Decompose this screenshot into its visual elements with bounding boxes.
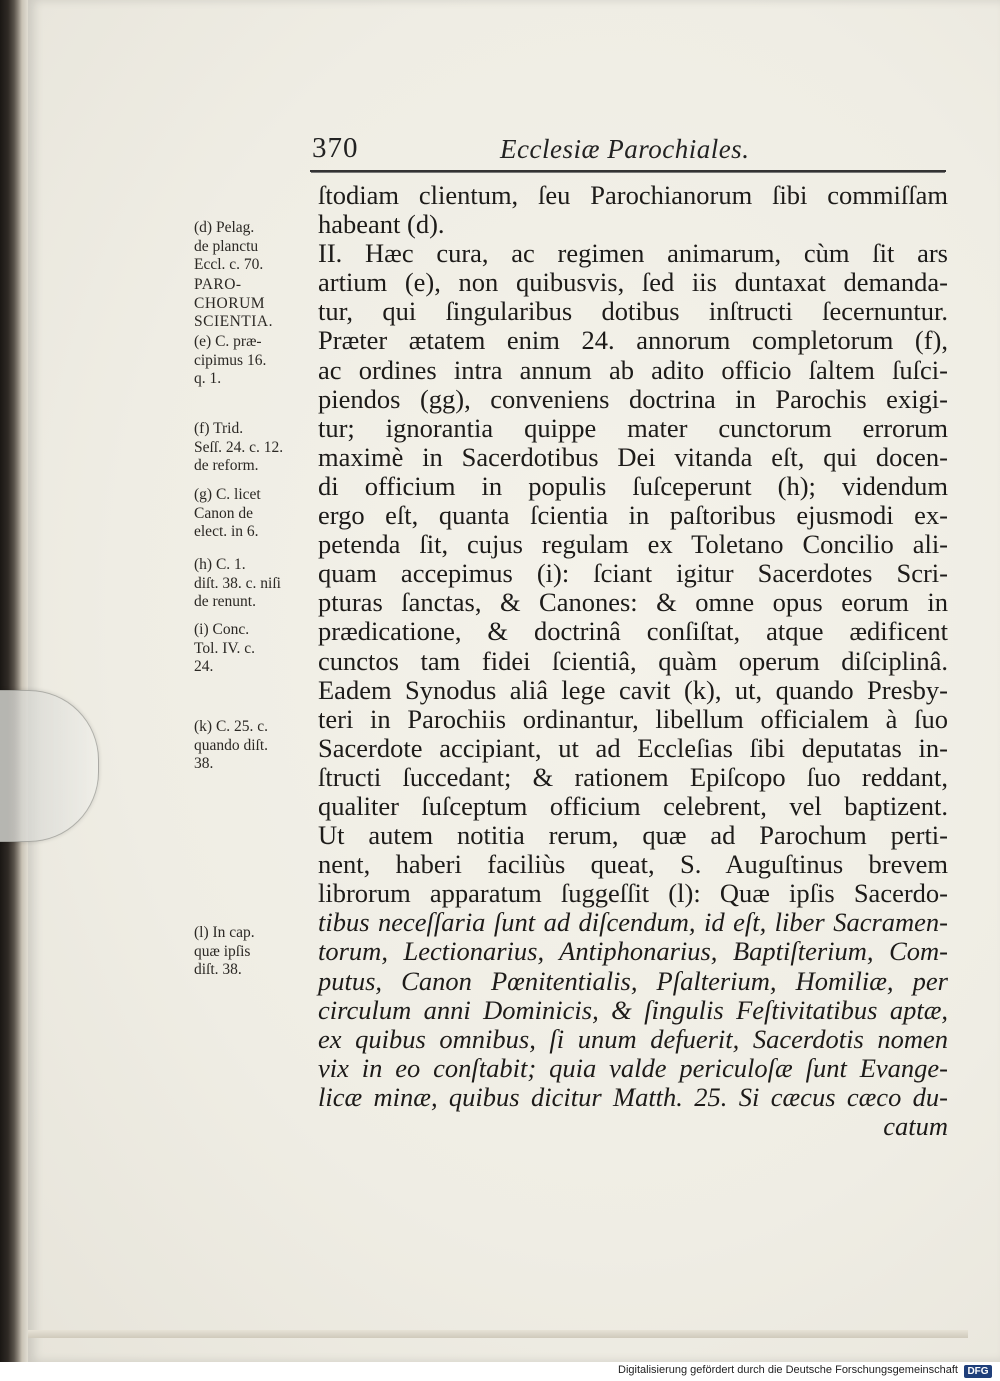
margin-note-line: (h) C. 1. (194, 556, 246, 573)
margin-note-line: (d) Pelag. (194, 219, 255, 236)
margin-note-line: (f) Trid. (194, 420, 244, 437)
text-line: II. Hæc cura, ac regimen animarum, cùm ſit ars (318, 238, 948, 269)
margin-note-line: de renunt. (194, 593, 256, 610)
text-line: Ut autem notitia rerum, quæ ad Parochum perti- (318, 820, 948, 851)
text-line: catum (883, 1111, 948, 1141)
margin-note-line: Seſſ. 24. c. 12. (194, 438, 284, 456)
margin-note-line: 38. (194, 755, 214, 772)
margin-note-line: diſt. 38. (194, 961, 242, 978)
funding-credit: Digitalisierung gefördert durch die Deutsche Forschungsgemeinschaft (618, 1364, 958, 1376)
margin-heading (194, 276, 273, 332)
margin-note (194, 219, 263, 275)
text-line: maximè in Sacerdotibus Dei vitanda eſt, qui docen- (318, 441, 948, 472)
page-edge (28, 1330, 968, 1338)
margin-note (194, 420, 283, 476)
margin-note-line: (l) In cap. (194, 924, 255, 941)
text-line: vix in eo conſtabit; quia valde periculoſæ ſunt Evange- (318, 1052, 948, 1083)
text-line: habeant (d). (318, 209, 445, 240)
text-line: tur; ignorantia quippe mater cunctorum errorum (318, 412, 948, 443)
text-line: Eadem Synodus aliâ lege cavit (k), ut, quando Presby- (318, 674, 948, 705)
margin-note-line: (k) C. 25. c. (194, 718, 269, 735)
margin-note-line: (i) Conc. (194, 621, 250, 638)
text-line: ex quibus omnibus, ſi unum defuerit, Sacerdotis nomen (318, 1023, 948, 1054)
text-line: cunctos tam fidei ſcientiâ, quàm operum diſciplinâ. (318, 645, 948, 676)
text-line: ſtructi ſuccedant; & rationem Epiſcopo ſuo reddant, (318, 761, 948, 792)
margin-note (194, 486, 261, 542)
text-line: pturas ſanctas, & Canones: & omne opus eorum in (318, 587, 948, 618)
footer-bar (0, 1362, 1000, 1381)
margin-note (194, 718, 268, 774)
margin-note-line: 24. (194, 658, 214, 675)
text-line: torum, Lectionarius, Antiphonarius, Baptiſterium, Com- (318, 936, 948, 967)
margin-note-line: CHORUM (194, 294, 266, 312)
margin-note-line: Eccl. c. 70. (194, 256, 264, 273)
text-line: ergo eſt, quanta ſcientia in paſtoribus ejusmodi ex- (318, 500, 948, 531)
margin-note-line: elect. in 6. (194, 523, 259, 540)
margin-note-line: (g) C. licet (194, 486, 261, 503)
margin-note (194, 924, 255, 980)
text-line: tur, qui ſingularibus dotibus inſtructi ſecernuntur. (318, 296, 948, 327)
margin-note (194, 333, 266, 389)
margin-note-line: PARO- (194, 276, 242, 293)
text-line: nent, haberi faciliùs queat, S. Auguſtinus brevem (318, 849, 948, 880)
page-header (310, 132, 946, 172)
text-line: di officium in populis ſuſceperunt (h); videndum (318, 470, 948, 501)
text-line: librorum apparatum ſuggeſſit (l): Quæ ipſis Sacerdo- (318, 878, 948, 909)
margin-note-line: quando diſt. (194, 736, 269, 754)
text-line: circulum anni Dominicis, & ſingulis Feſtivitatibus aptæ, (318, 994, 948, 1025)
text-line: qualiter ſuſceptum officium celebrent, vel baptizent. (318, 790, 948, 821)
text-line: ac ordines intra annum ab adito officio ſaltem ſuſci- (318, 354, 948, 385)
main-text-column (318, 181, 948, 1141)
margin-note-line: (e) C. præ- (194, 333, 262, 350)
page-number: 370 (312, 132, 359, 164)
text-line: Sacerdote accipiant, ut ad Eccleſias ſibi deputatas in- (318, 732, 948, 763)
dfg-logo: DFG (964, 1365, 992, 1378)
text-line: petenda ſit, cujus regulam ex Toletano Concilio ali- (318, 529, 948, 560)
margin-note-line: de planctu (194, 237, 259, 255)
text-line: ſtodiam clientum, ſeu Parochianorum ſibi commiſſam (318, 180, 948, 210)
margin-note-line: q. 1. (194, 370, 222, 387)
text-line: putus, Canon Pœnitentialis, Pſalterium, Homiliæ, per (318, 965, 948, 996)
text-line: teri in Parochiis ordinantur, libellum officialem à ſuo (318, 703, 948, 734)
text-line: quam accepimus (i): ſciant igitur Sacerdotes Scri- (318, 558, 948, 589)
text-line: prædicatione, & doctrinâ conſiſtat, atque ædificent (318, 616, 948, 647)
margin-note-line: Canon de (194, 504, 253, 522)
text-line: artium (e), non quibusvis, ſed iis duntaxat demanda- (318, 267, 948, 298)
margin-note (194, 621, 255, 677)
margin-note-line: diſt. 38. c. niſi (194, 574, 281, 592)
text-line: tibus neceſſaria ſunt ad diſcendum, id eſt, liber Sacramen- (318, 907, 948, 938)
margin-note-line: SCIENTIA. (194, 313, 273, 330)
margin-note-line: de reform. (194, 457, 259, 474)
text-line: Præter ætatem enim 24. annorum completorum (f), (318, 325, 948, 356)
text-line: licæ minæ, quibus dicitur Matth. 25. Si cæcus cæco du- (318, 1081, 948, 1112)
margin-note-line: Tol. IV. c. (194, 639, 256, 657)
margin-note-line: quæ ipſis (194, 942, 251, 960)
running-head: Ecclesiæ Parochiales. (500, 134, 750, 164)
margin-note-line: cipimus 16. (194, 351, 267, 369)
margin-note (194, 556, 281, 612)
text-line: piendos (gg), conveniens doctrina in Parochis exigi- (318, 383, 948, 414)
